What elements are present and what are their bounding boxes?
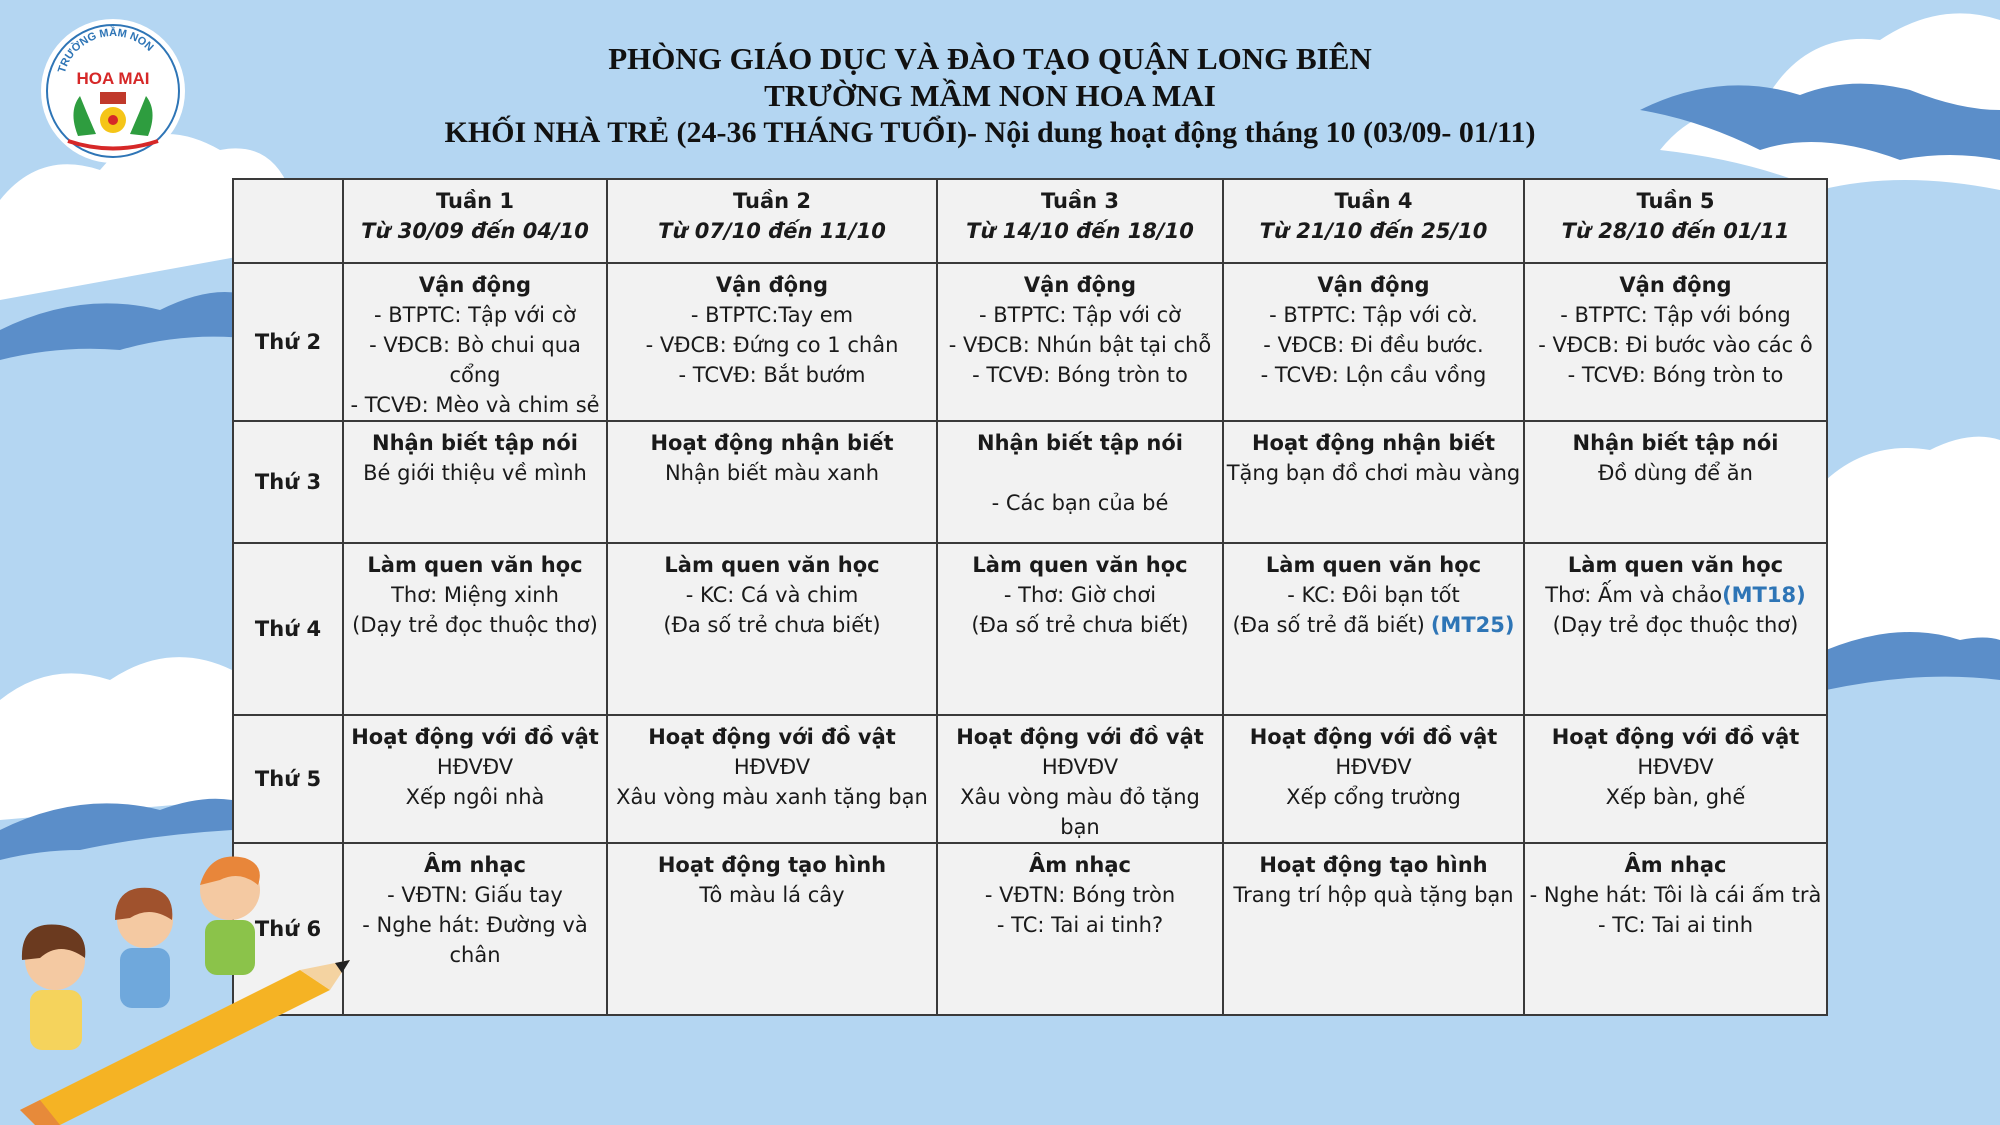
activity-text: - VĐCB: Đứng co 1 chân	[645, 333, 899, 357]
activity-title: Vận động	[1023, 273, 1137, 297]
activity-text: - VĐTN: Giấu tay	[387, 883, 563, 907]
activity-text: Nhận biết màu xanh	[664, 461, 880, 485]
activity-line	[346, 910, 604, 940]
activity-cell	[937, 263, 1223, 421]
week-header-row	[233, 179, 1827, 263]
activity-text: HĐVĐV	[1335, 755, 1412, 779]
week-range: Từ 14/10 đến 18/10	[966, 219, 1194, 243]
activity-text: - TCVĐ: Mèo và chim sẻ	[350, 393, 600, 417]
activity-line	[1226, 300, 1521, 330]
activity-title: Âm nhạc	[1624, 853, 1727, 877]
activity-title: Hoạt động nhận biết	[1251, 431, 1496, 455]
activity-text: - VĐCB: Nhún bật tại chỗ	[948, 333, 1212, 357]
activity-line	[346, 580, 604, 610]
activity-title: Hoạt động nhận biết	[650, 431, 894, 455]
activity-line	[610, 458, 934, 488]
activity-cell	[937, 843, 1223, 1015]
activity-title: Vận động	[1317, 273, 1430, 297]
activity-line	[940, 330, 1220, 360]
day-row	[233, 421, 1827, 543]
activity-title: Vận động	[715, 273, 829, 297]
activity-cell	[607, 543, 937, 715]
cloud-mid-left	[0, 657, 232, 860]
activity-cell	[343, 421, 607, 543]
page-header	[200, 40, 1780, 151]
activity-line	[1527, 330, 1824, 360]
activity-line	[940, 458, 1220, 488]
week-range: Từ 21/10 đến 25/10	[1259, 219, 1488, 243]
activity-line	[1226, 880, 1521, 910]
activity-line	[1226, 360, 1521, 390]
day-label: Thứ 5	[233, 715, 343, 843]
activity-text: (Dạy trẻ đọc thuộc thơ)	[352, 613, 598, 637]
activity-title: Nhận biết tập nói	[1572, 431, 1779, 455]
activity-text: - TCVĐ: Bắt bướm	[678, 363, 866, 387]
activity-title: Hoạt động với đồ vật	[351, 725, 599, 749]
activity-line	[1226, 580, 1521, 610]
school-logo	[38, 16, 188, 166]
activity-text: - Các bạn của bé	[991, 491, 1169, 515]
day-row	[233, 843, 1827, 1015]
activity-text: Bé giới thiệu về mình	[363, 461, 587, 485]
activity-cell	[343, 543, 607, 715]
activity-line	[1527, 458, 1824, 488]
activity-line	[940, 782, 1220, 842]
activity-title: Hoạt động với đồ vật	[648, 725, 896, 749]
activity-line	[1527, 610, 1824, 640]
activity-line	[346, 880, 604, 910]
activity-line	[610, 330, 934, 360]
activity-title: Vận động	[418, 273, 532, 297]
activity-text: - BTPTC: Tập với cờ	[978, 303, 1182, 327]
activity-text: - VĐCB: Đi đều bước.	[1263, 333, 1484, 357]
activity-text: - BTPTC: Tập với bóng	[1560, 303, 1791, 327]
activity-text: HĐVĐV	[1041, 755, 1119, 779]
activity-line	[610, 880, 934, 910]
activity-cell	[607, 715, 937, 843]
activity-text: - BTPTC:Tay em	[690, 303, 854, 327]
activity-text: - TC: Tai ai tinh?	[996, 913, 1164, 937]
week-range: Từ 28/10 đến 01/11	[1561, 219, 1790, 243]
activity-text: - TCVĐ: Bóng tròn to	[1567, 363, 1784, 387]
day-row	[233, 543, 1827, 715]
week-header-2	[607, 179, 937, 263]
activity-line	[346, 300, 604, 330]
activity-line	[346, 940, 604, 970]
svg-text:HOA MAI: HOA MAI	[76, 69, 150, 88]
activity-line	[346, 752, 604, 782]
activity-line	[346, 782, 604, 812]
activity-text: HĐVĐV	[436, 755, 514, 779]
cloud-mid-right	[1826, 437, 2000, 690]
activity-line	[346, 610, 604, 640]
activity-cell	[343, 715, 607, 843]
activity-cell	[1223, 715, 1524, 843]
activity-cell	[1524, 843, 1827, 1015]
activity-text: - VĐTN: Bóng tròn	[984, 883, 1176, 907]
week-name: Tuần 5	[1636, 189, 1715, 213]
activity-title: Làm quen văn học	[1567, 553, 1784, 577]
activity-line	[1226, 782, 1521, 812]
activity-line	[610, 782, 934, 812]
activity-text: (Đa số trẻ chưa biết)	[663, 613, 881, 637]
activity-text: - Thơ: Giờ chơi	[1003, 583, 1157, 607]
activity-text: - BTPTC: Tập với cờ	[373, 303, 577, 327]
activity-text: HĐVĐV	[1637, 755, 1714, 779]
week-name: Tuần 1	[435, 189, 514, 213]
activity-text: - Nghe hát: Đường và	[362, 913, 588, 937]
activity-title: Âm nhạc	[424, 853, 526, 877]
week-header-1	[343, 179, 607, 263]
activity-line	[940, 910, 1220, 940]
activity-text: Đồ dùng để ăn	[1598, 461, 1753, 485]
activity-line	[1226, 458, 1521, 488]
activity-text: - TC: Tai ai tinh	[1597, 913, 1754, 937]
activity-line	[940, 752, 1220, 782]
activity-line	[610, 610, 934, 640]
activity-text: Xâu vòng màu xanh tặng bạn	[616, 785, 928, 809]
activity-title: Nhận biết tập nói	[977, 431, 1183, 455]
activity-cell	[1524, 421, 1827, 543]
activity-line	[940, 360, 1220, 390]
activity-line	[1226, 610, 1521, 640]
activity-text: Xếp cổng trường	[1286, 785, 1461, 809]
activity-title: Hoạt động tạo hình	[1259, 853, 1488, 877]
activity-cell	[1524, 715, 1827, 843]
week-range: Từ 30/09 đến 04/10	[361, 219, 589, 243]
schedule-table	[232, 178, 1828, 1016]
activity-line	[610, 752, 934, 782]
activity-cell	[937, 421, 1223, 543]
objective-tag: (MT18)	[1722, 583, 1806, 607]
day-label: Thứ 4	[233, 543, 343, 715]
week-range: Từ 07/10 đến 11/10	[658, 219, 886, 243]
week-header-4	[1223, 179, 1524, 263]
activity-text: Thơ: Miệng xinh	[391, 583, 559, 607]
activity-text: - VĐCB: Bò chui qua cổng	[369, 333, 581, 387]
activity-line	[940, 880, 1220, 910]
svg-text:TRƯỜNG MẦM NON: TRƯỜNG MẦM NON	[55, 26, 156, 75]
activity-line	[940, 300, 1220, 330]
activity-title: Hoạt động tạo hình	[657, 853, 887, 877]
activity-line	[1226, 752, 1521, 782]
activity-title: Hoạt động với đồ vật	[1249, 725, 1498, 749]
activity-line	[610, 300, 934, 330]
activity-text: Trang trí hộp quà tặng bạn	[1233, 883, 1514, 907]
activity-title: Âm nhạc	[1029, 853, 1131, 877]
activity-cell	[607, 843, 937, 1015]
activity-text: - KC: Đôi bạn tốt	[1287, 583, 1460, 607]
activity-text: Tặng bạn đồ chơi màu vàng	[1226, 461, 1521, 485]
activity-cell	[343, 263, 607, 421]
activity-text: Thơ: Ấm và chảo	[1545, 583, 1723, 607]
header-department: PHÒNG GIÁO DỤC VÀ ĐÀO TẠO QUẬN LONG BIÊN	[608, 41, 1372, 76]
activity-text: (Dạy trẻ đọc thuộc thơ)	[1552, 613, 1799, 637]
activity-line	[610, 360, 934, 390]
week-name: Tuần 4	[1334, 189, 1413, 213]
day-label: Thứ 6	[233, 843, 343, 1015]
activity-cell	[1223, 543, 1524, 715]
activity-title: Làm quen văn học	[1265, 553, 1482, 577]
activity-line	[1527, 910, 1824, 940]
day-label: Thứ 2	[233, 263, 343, 421]
header-school: TRƯỜNG MẦM NON HOA MAI	[764, 78, 1216, 113]
activity-text: - Nghe hát: Tôi là cái ấm trà	[1529, 883, 1822, 907]
activity-title: Làm quen văn học	[972, 553, 1188, 577]
activity-text: (Đa số trẻ đã biết)	[1232, 613, 1425, 637]
activity-line	[1527, 782, 1824, 812]
activity-cell	[937, 543, 1223, 715]
activity-line	[346, 390, 604, 420]
week-header-3	[937, 179, 1223, 263]
header-title: KHỐI NHÀ TRẺ (24-36 THÁNG TUỔI)- Nội dung hoạt động tháng 10 (03/09- 01/11)	[444, 116, 1536, 149]
activity-line	[940, 488, 1220, 518]
week-name: Tuần 3	[1040, 189, 1119, 213]
activity-cell	[607, 421, 937, 543]
activity-text: (Đa số trẻ chưa biết)	[971, 613, 1189, 637]
activity-text: - VĐCB: Đi bước vào các ô	[1538, 333, 1813, 357]
activity-text: chân	[449, 943, 501, 967]
activity-text: - BTPTC: Tập với cờ.	[1269, 303, 1478, 327]
activity-line	[1527, 752, 1824, 782]
activity-line	[1226, 330, 1521, 360]
activity-text: HĐVĐV	[733, 755, 811, 779]
activity-title: Làm quen văn học	[664, 553, 880, 577]
corner-cell	[233, 179, 343, 263]
activity-cell	[1223, 263, 1524, 421]
activity-line	[1527, 880, 1824, 910]
activity-line	[346, 458, 604, 488]
week-header-5	[1524, 179, 1827, 263]
activity-title: Hoạt động với đồ vật	[956, 725, 1204, 749]
activity-text: Tô màu lá cây	[699, 883, 845, 907]
objective-tag: (MT25)	[1430, 613, 1515, 637]
activity-line	[1527, 580, 1824, 610]
activity-cell	[937, 715, 1223, 843]
week-name: Tuần 2	[732, 189, 811, 213]
activity-text: Xếp ngôi nhà	[405, 785, 545, 809]
activity-cell	[1524, 543, 1827, 715]
activity-title: Vận động	[1619, 273, 1732, 297]
activity-title: Nhận biết tập nói	[372, 431, 578, 455]
day-row	[233, 715, 1827, 843]
activity-text: - TCVĐ: Bóng tròn to	[972, 363, 1188, 387]
activity-line	[1527, 360, 1824, 390]
activity-title: Làm quen văn học	[367, 553, 583, 577]
day-row	[233, 263, 1827, 421]
day-label: Thứ 3	[233, 421, 343, 543]
activity-line	[346, 330, 604, 390]
activity-text: Xếp bàn, ghế	[1605, 785, 1746, 809]
activity-line	[940, 580, 1220, 610]
activity-cell	[1223, 843, 1524, 1015]
activity-line	[610, 580, 934, 610]
activity-text: - KC: Cá và chim	[685, 583, 859, 607]
activity-cell	[607, 263, 937, 421]
activity-title: Hoạt động với đồ vật	[1551, 725, 1800, 749]
activity-cell	[1524, 263, 1827, 421]
kids-on-pencil-illustration	[0, 840, 360, 1125]
activity-text: Xâu vòng màu đỏ tặng bạn	[960, 785, 1200, 839]
activity-cell	[1223, 421, 1524, 543]
activity-cell	[343, 843, 607, 1015]
activity-line	[940, 610, 1220, 640]
activity-line	[1527, 300, 1824, 330]
activity-text: - TCVĐ: Lộn cầu vồng	[1260, 363, 1487, 387]
